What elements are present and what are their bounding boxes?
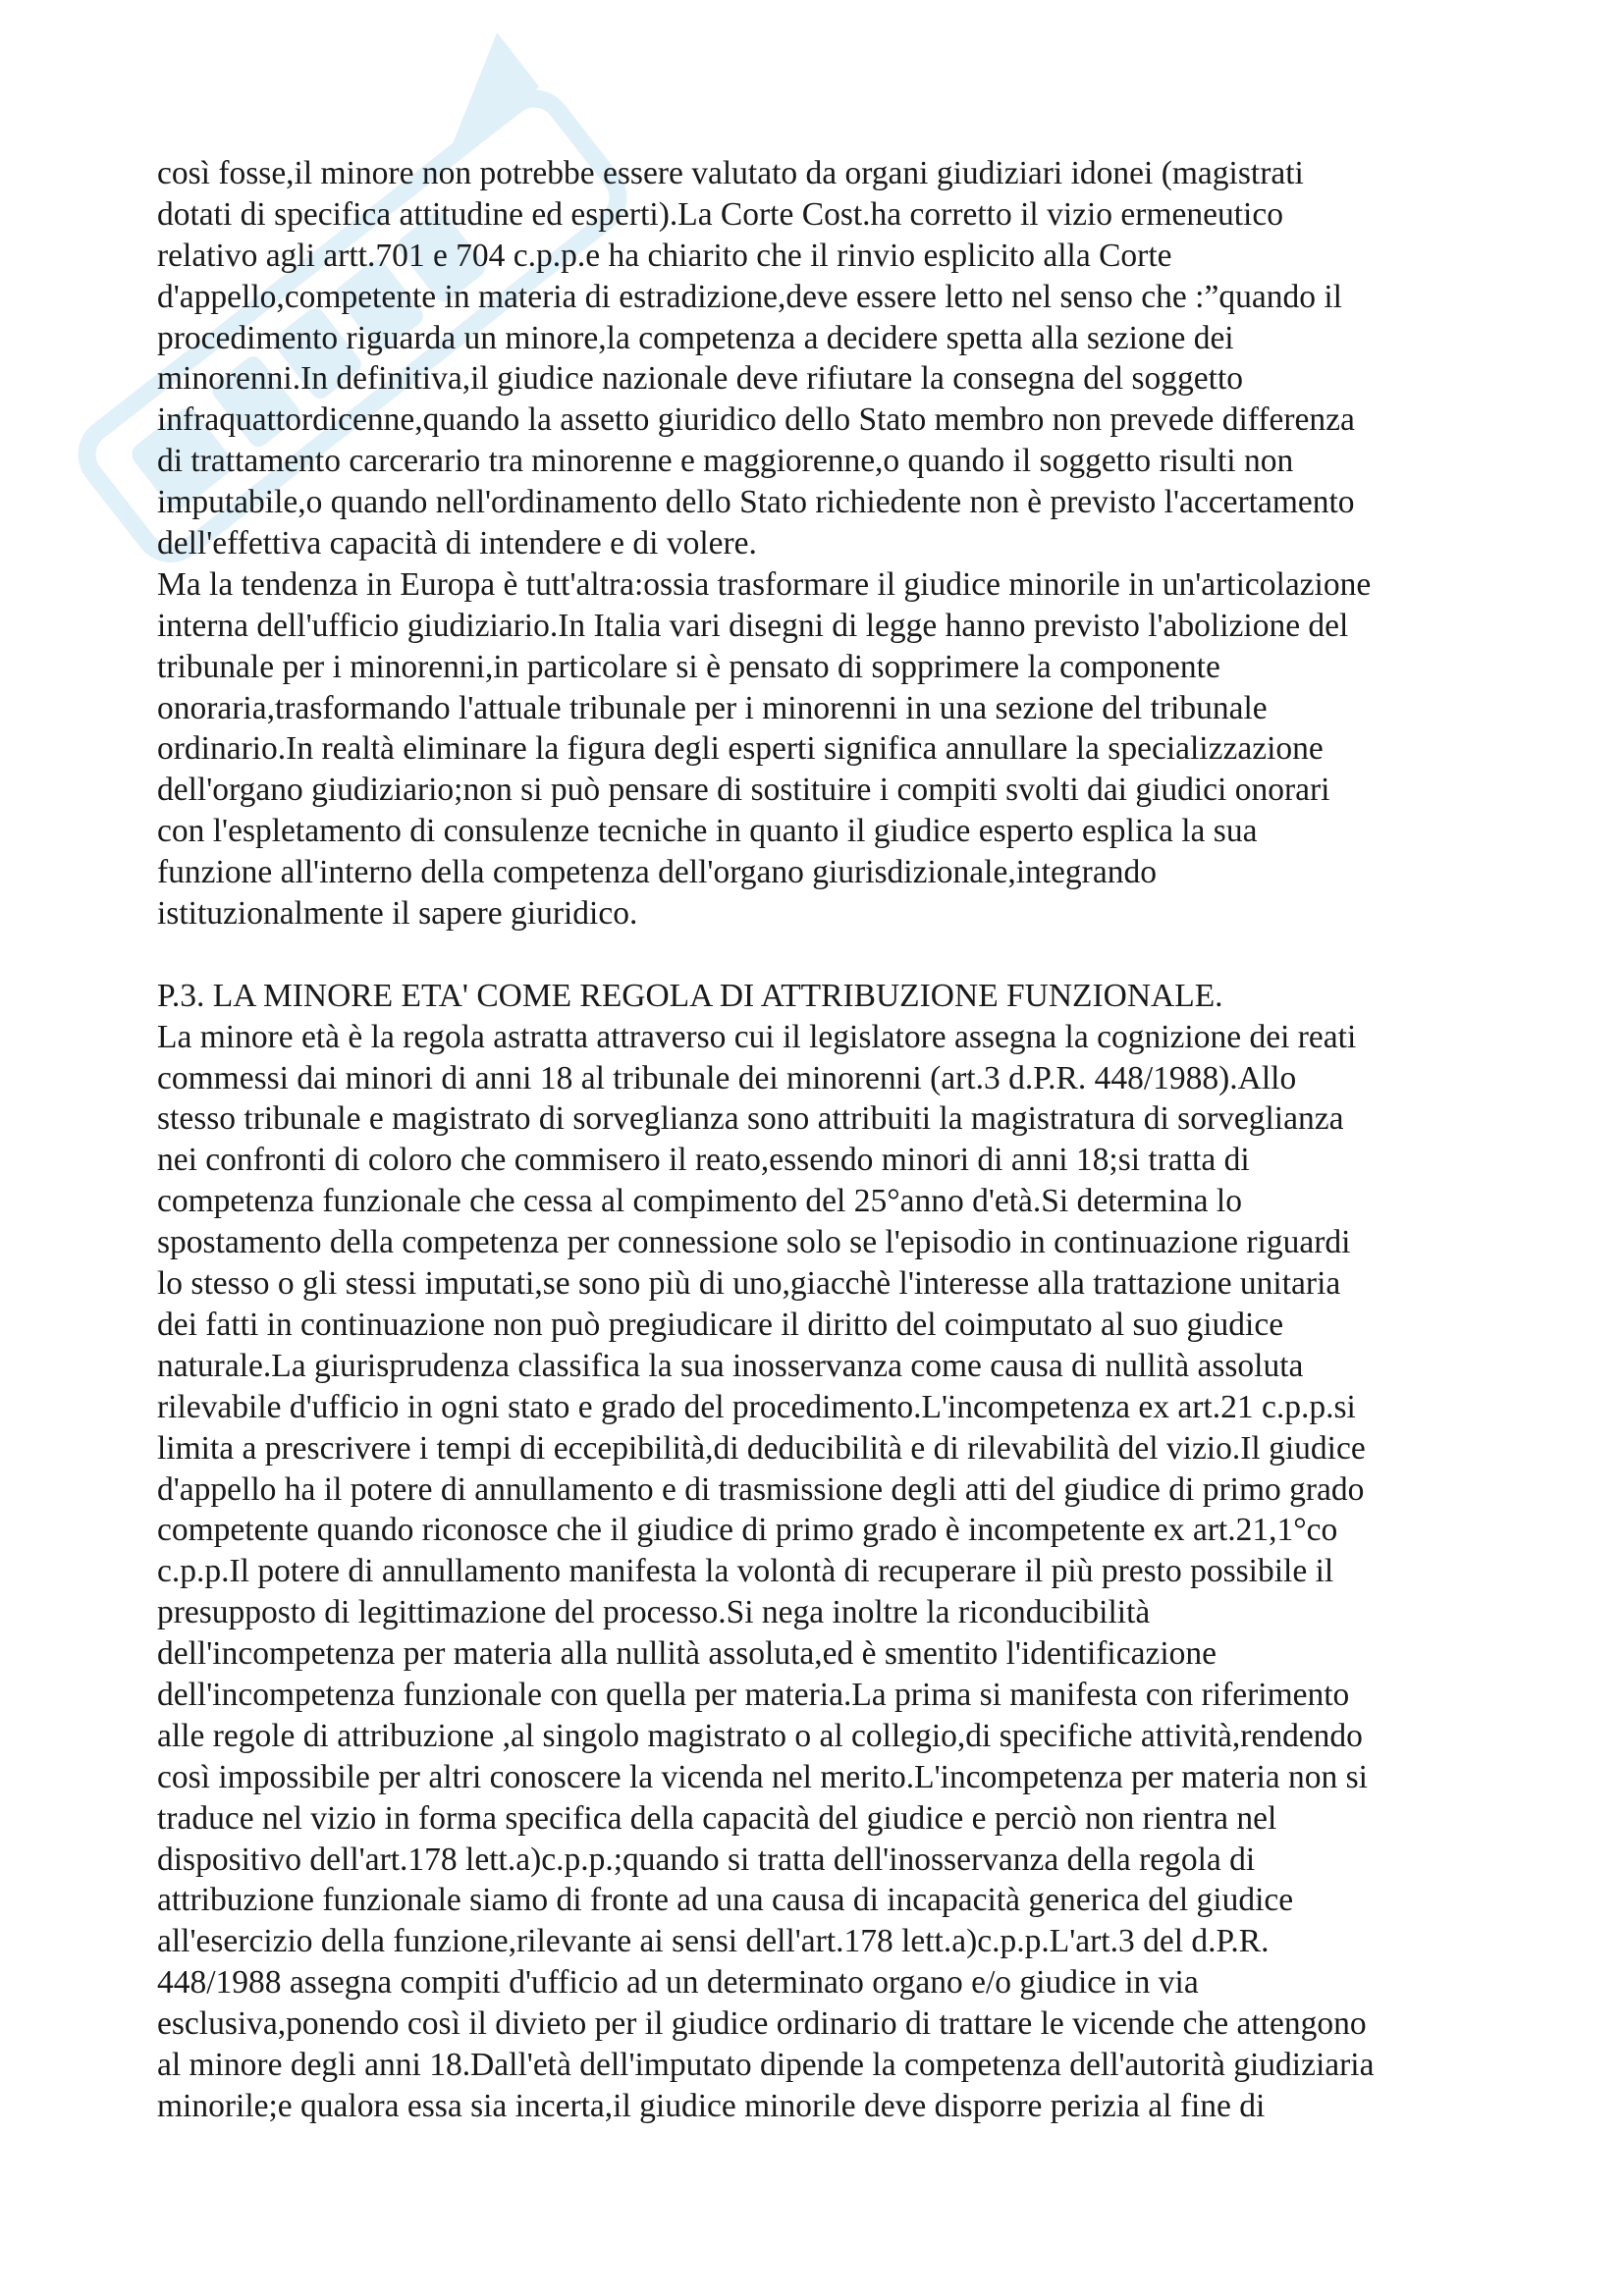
text-line: lo stesso o gli stessi imputati,se sono più di uno,giacchè l'interesse alla trattazione unitaria [157, 1265, 1341, 1303]
text-line: dell'incompetenza per materia alla nullità assoluta,ed è smentito l'identificazione [157, 1635, 1217, 1673]
text-line: funzione all'interno della competenza dell'organo giurisdizionale,integrando [157, 854, 1157, 891]
text-line: commessi dai minori di anni 18 al tribunale dei minorenni (art.3 d.P.R. 448/1988).Allo [157, 1059, 1297, 1096]
text-line: P.3. LA MINORE ETA' COME REGOLA DI ATTRIBUZIONE FUNZIONALE. [157, 977, 1223, 1014]
text-line: La minore età è la regola astratta attraverso cui il legislatore assegna la cognizione dei reati [157, 1018, 1357, 1055]
text-line: competenza funzionale che cessa al compimento del 25°anno d'età.Si determina lo [157, 1183, 1242, 1220]
text-line: naturale.La giurisprudenza classifica la sua inosservanza come causa di nullità assoluta [157, 1347, 1304, 1384]
text-line: imputabile,o quando nell'ordinamento dello Stato richiedente non è previsto l'accertamento [157, 484, 1355, 521]
text-line: dei fatti in continuazione non può pregiudicare il diritto del coimputato al suo giudice [157, 1306, 1284, 1343]
text-line: d'appello ha il potere di annullamento e di trasmissione degli atti del giudice di primo grado [157, 1470, 1365, 1508]
text-line: limita a prescrivere i tempi di eccepibilità,di deducibilità e di rilevabilità del vizio.Il giudice [157, 1429, 1366, 1467]
text-line: al minore degli anni 18.Dall'età dell'imputato dipende la competenza dell'autorità giudiziaria [157, 2046, 1375, 2083]
text-line: così fosse,il minore non potrebbe essere valutato da organi giudiziari idonei (magistrati [157, 155, 1304, 191]
text-line: rilevabile d'ufficio in ogni stato e grado del procedimento.L'incompetenza ex art.21 c.p.p.si [157, 1388, 1356, 1425]
text-line: stesso tribunale e magistrato di sorveglianza sono attribuiti la magistratura di sorveglianza [157, 1100, 1344, 1138]
text-line: dell'organo giudiziario;non si può pensare di sostituire i compiti svolti dai giudici onorari [157, 772, 1330, 809]
text-line: attribuzione funzionale siamo di fronte ad una causa di incapacità generica del giudice [157, 1882, 1294, 1919]
text-line: d'appello,competente in materia di estradizione,deve essere letto nel senso che :”quando il [157, 278, 1342, 315]
text-line: dispositivo dell'art.178 lett.a)c.p.p.;quando si tratta dell'inosservanza della regola di [157, 1841, 1256, 1878]
text-line: procedimento riguarda un minore,la competenza a decidere spetta alla sezione dei [157, 319, 1234, 356]
text-line: con l'espletamento di consulenze tecniche in quanto il giudice esperto esplica la sua [157, 813, 1258, 850]
paragraph [157, 1017, 1492, 2127]
document-body [157, 153, 1492, 2127]
text-line: ordinario.In realtà eliminare la figura degli esperti significa annullare la specializzazione [157, 730, 1324, 768]
paragraph-gap [157, 934, 1492, 976]
text-line: dell'incompetenza funzionale con quella per materia.La prima si manifesta con riferimento [157, 1676, 1350, 1713]
text-line: di trattamento carcerario tra minorenne e maggiorenne,o quando il soggetto risulti non [157, 443, 1294, 480]
text-line: 448/1988 assegna compiti d'ufficio ad un determinato organo e/o giudice in via [157, 1964, 1199, 2002]
text-line: dotati di specifica attitudine ed esperti).La Corte Cost.ha corretto il vizio ermeneutico [157, 195, 1283, 233]
text-line: spostamento della competenza per connessione solo se l'episodio in continuazione riguardi [157, 1224, 1351, 1261]
paragraph [157, 153, 1492, 564]
text-line: Ma la tendenza in Europa è tutt'altra:ossia trasformare il giudice minorile in un'articolazione [157, 565, 1372, 603]
text-line: tribunale per i minorenni,in particolare si è pensato di sopprimere la componente [157, 648, 1220, 685]
text-line: onoraria,trasformando l'attuale tribunale per i minorenni in una sezione del tribunale [157, 689, 1268, 726]
text-line: all'esercizio della funzione,rilevante ai sensi dell'art.178 lett.a)c.p.p.L'art.3 del d.P.R. [157, 1923, 1270, 1960]
text-line: dell'effettiva capacità di intendere e di volere. [157, 525, 757, 562]
section-heading [157, 976, 1492, 1017]
text-line: alle regole di attribuzione ,al singolo magistrato o al collegio,di specifiche attività,rendendo [157, 1717, 1363, 1754]
text-line: minorenni.In definitiva,il giudice nazionale deve rifiutare la consegna del soggetto [157, 360, 1244, 398]
text-line: c.p.p.Il potere di annullamento manifesta la volontà di recuperare il più presto possibile il [157, 1553, 1334, 1590]
text-line: presupposto di legittimazione del processo.Si nega inoltre la riconducibilità [157, 1594, 1151, 1631]
text-line: istituzionalmente il sapere giuridico. [157, 895, 638, 933]
text-line: minorile;e qualora essa sia incerta,il giudice minorile deve disporre perizia al fine di [157, 2087, 1266, 2124]
text-line: nei confronti di coloro che commisero il reato,essendo minori di anni 18;si tratta di [157, 1142, 1250, 1179]
text-line: esclusiva,ponendo così il divieto per il giudice ordinario di trattare le vicende che attengono [157, 2005, 1367, 2043]
text-line: interna dell'ufficio giudiziario.In Italia vari disegni di legge hanno previsto l'abolizione del [157, 607, 1349, 644]
paragraph [157, 564, 1492, 934]
text-line: infraquattordicenne,quando la assetto giuridico dello Stato membro non prevede differenza [157, 401, 1355, 439]
text-line: così impossibile per altri conoscere la vicenda nel merito.L'incompetenza per materia non si [157, 1758, 1368, 1795]
text-line: traduce nel vizio in forma specifica della capacità del giudice e perciò non rientra nel [157, 1799, 1277, 1837]
text-line: competente quando riconosce che il giudice di primo grado è incompetente ex art.21,1°co [157, 1512, 1338, 1549]
text-line: relativo agli artt.701 e 704 c.p.p.e ha chiarito che il rinvio esplicito alla Corte [157, 237, 1172, 274]
